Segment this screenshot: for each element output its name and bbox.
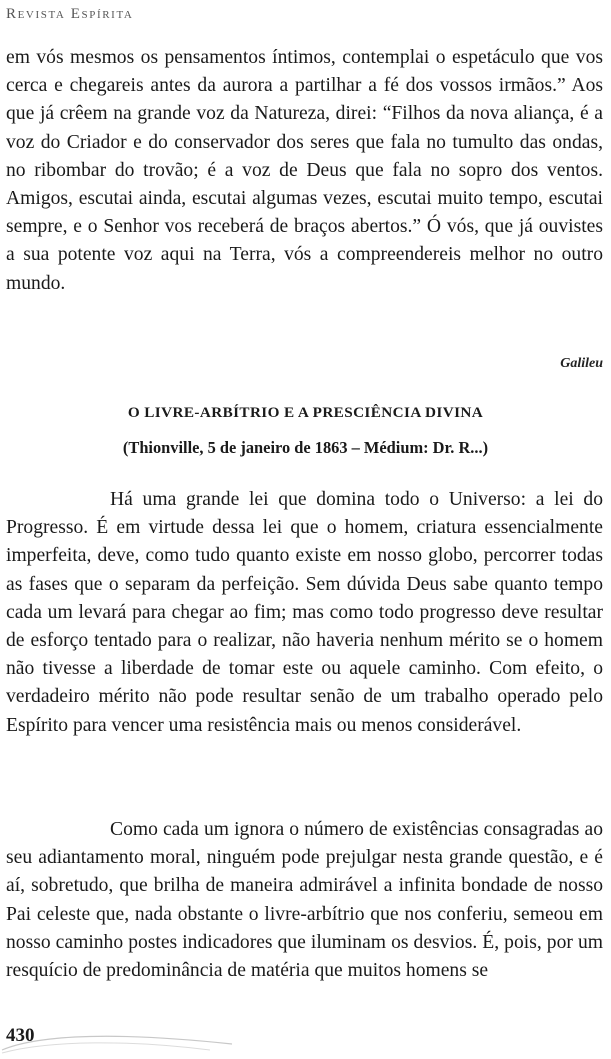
body-paragraph-2: Há uma grande lei que domina todo o Universo: a lei do Progresso. É em virtude dessa lei que o homem, criatura essencialmente imperfeita, deve, como tudo quanto existe em nosso globo, percorrer todas as fases que o separam da perfeição. Sem dúvida Deus sabe quanto tempo cada um levará para chegar ao fim; mas como todo progresso deve resultar de esforço tentado para o realizar, não haveria nenhum mérito se o homem não tivesse a liberdade de tomar este ou aquele caminho. Com efeito, o verdadeiro mérito não pode resultar senão de um trabalho operado pelo Espírito para vencer uma resistência mais ou menos considerável.	[6, 489, 603, 736]
page-corner-ornament	[0, 1020, 240, 1059]
page-number: 430	[6, 1025, 35, 1046]
body-paragraph-1: em vós mesmos os pensamentos íntimos, contemplai o espetáculo que vos cerca e chegareis antes da aurora a partilhar a fé dos vossos irmãos.” Aos que já crêem na grande voz da Natureza, direi: “Filhos da nova aliança, é a voz do Criador e do conservador dos seres que fala no tumulto das ondas, no ribombar do trovão; é a voz de Deus que fala no sopro dos ventos. Amigos, escutai ainda, escutai algumas vezes, escutai muito tempo, escutai sempre, e o Senhor vos receberá de braços abertos.” Ó vós, que já ouvistes a sua potente voz aqui na Terra, vós a compreendereis melhor no outro mundo.	[6, 47, 603, 294]
section-subtitle: (Thionville, 5 de janeiro de 1863 – Médium: Dr. R...)	[122, 438, 489, 457]
running-header-title: Revista Espírita	[6, 6, 134, 22]
body-paragraph-3: Como cada um ignora o número de existências consagradas ao seu adiantamento moral, ninguém pode prejulgar nesta grande questão, e é aí, sobretudo, que brilha de maneira admirável a infinita bondade de nosso Pai celeste que, nada obstante o livre-arbítrio que nos conferiu, semeou em nosso caminho postes indicadores que iluminam os desvios. É, pois, por um resquício de predominância de matéria que muitos homens se	[6, 819, 603, 982]
signature: Galileu	[560, 356, 603, 371]
section-title: O LIVRE-ARBÍTRIO E A PRESCIÊNCIA DIVINA	[127, 404, 484, 421]
